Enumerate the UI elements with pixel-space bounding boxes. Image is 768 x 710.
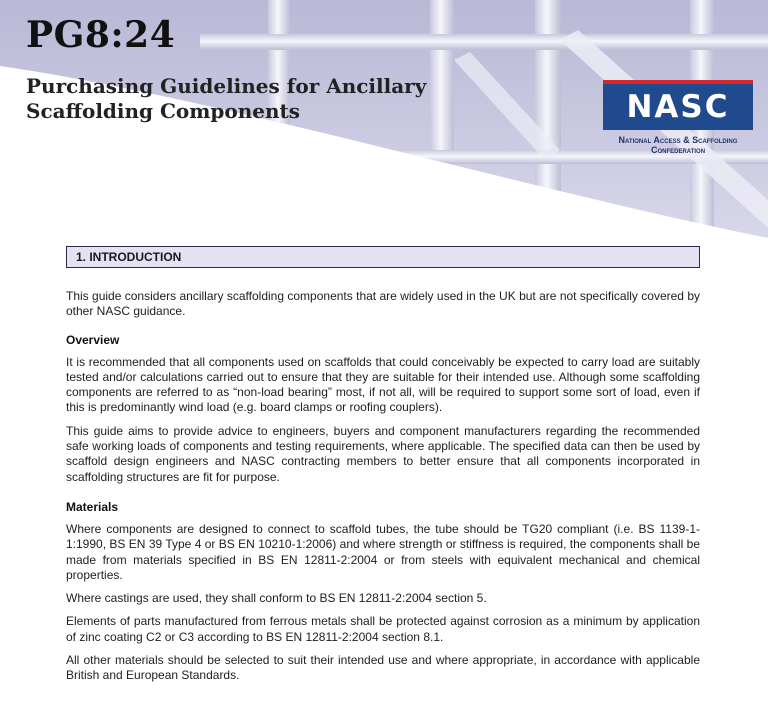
- overview-paragraph-1: It is recommended that all components used on scaffolds that could conceivably be expected to carry load are suitably tested and/or calculations carried out to ensure that they are suitable for their intended use. Although some scaffolding components are referred to as “non-load bearing” most, if not all, will be required to support some sort of load, even if this is predominantly wind load (e.g. board clamps or roofing couplers).: [66, 354, 700, 415]
- overview-paragraph-2: This guide aims to provide advice to engineers, buyers and component manufacturers regarding the recommended safe working loads of components and testing requirements, where applicable. The specified data can then be used by scaffold design engineers and NASC contracting members to better ensure that all components incorporated in scaffolding structures are fit for purpose.: [66, 423, 700, 484]
- logo-subtitle: [603, 135, 753, 155]
- document-title: [26, 74, 426, 124]
- materials-paragraph-4: All other materials should be selected to suit their intended use and where appropriate, in accordance with applicable British and European Standards.: [66, 653, 700, 683]
- materials-heading: Materials: [66, 499, 119, 514]
- materials-paragraph-3: Elements of parts manufactured from ferrous metals shall be protected against corrosion as a minimum by application of zinc coating C2 or C3 according to BS EN 12811-2:2004 section 8.1.: [66, 614, 700, 644]
- materials-paragraph-1: Where components are designed to connect to scaffold tubes, the tube should be TG20 compliant (i.e. BS 1139-1-1:1990, BS EN 39 Type 4 or BS EN 10210-1:2006) and where strength or stiffness is required, the components shall be made from materials specified in BS EN 12811-2:2004 or from steels with equivalent mechanical and chemical properties.: [66, 521, 700, 582]
- document-body: [66, 246, 700, 684]
- nasc-logo: [603, 80, 753, 155]
- logo-subtitle-line-2: Confederation: [650, 145, 706, 155]
- logo-wordmark: NASC: [603, 80, 753, 130]
- intro-paragraph: This guide considers ancillary scaffolding components that are widely used in the UK but are not specifically covered by other NASC guidance.: [66, 289, 700, 319]
- document-title-line-1: Purchasing Guidelines for Ancillary: [26, 74, 427, 98]
- document-title-line-2: Scaffolding Components: [26, 99, 301, 123]
- document-code: PG8:24: [26, 14, 176, 56]
- section-heading: 1. INTRODUCTION: [66, 246, 700, 268]
- overview-heading: Overview: [66, 332, 120, 347]
- materials-paragraph-2: Where castings are used, they shall conform to BS EN 12811-2:2004 section 5.: [66, 591, 487, 606]
- logo-subtitle-line-1: National Access & Scaffolding: [618, 135, 738, 145]
